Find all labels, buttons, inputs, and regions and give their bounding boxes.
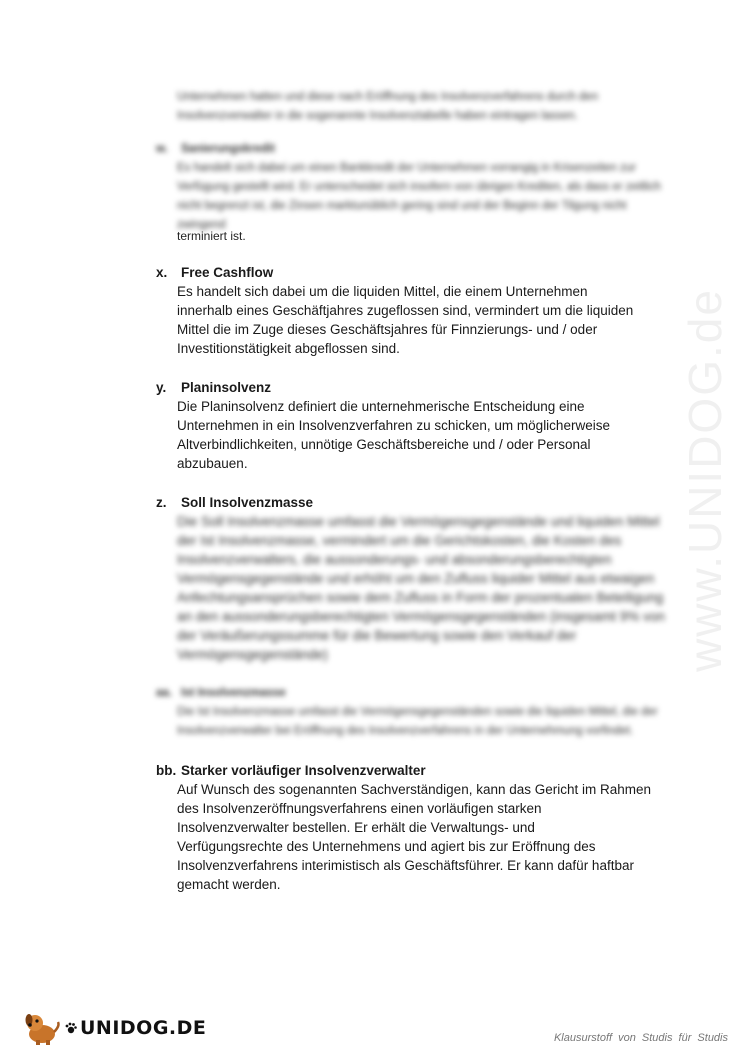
entry-line: Verfügungsrechte des Unternehmens und agiert bis zur Eröffnung des [177,839,596,854]
entry-heading [156,493,676,512]
glossary-entry-bb [156,761,676,894]
entry-title: Planinsolvenz [181,380,272,395]
glossary-entry-aa [156,684,676,741]
entry-body [156,282,676,358]
entry-line: Auf Wunsch des sogenannten Sachverständigen, kann das Gericht im Rahmen [177,782,652,797]
entry-heading [156,378,676,397]
continued-paragraph [156,88,676,126]
glossary-entry-z [156,493,676,664]
entry-title: Starker vorläufiger Insolvenzverwalter [181,763,426,778]
entry-line: Es handelt sich dabei um die liquiden Mittel, die einem Unternehmen [177,284,588,299]
entry-line: Insolvenzverwalter bestellen. Er erhält die Verwaltungs- und [177,820,535,835]
entry-body: Es handelt sich dabei um einen Bankkredit der Unternehmen vorrangig in Krisenzeiten zur Verfügung gestellt wird. Er unterscheidet sich insofern von übrigen Krediten, als dass er zeitlich nicht begrenzt ist, die Zinsen marktunüblich gering sind und der Beginn der Tilgung nicht zwingend [177,162,661,231]
entry-line: Altverbindlichkeiten, unnötige Geschäftsbereiche und / oder Personal [177,437,591,452]
entry-line: Die Planinsolvenz definiert die unternehmerische Entscheidung eine [177,399,585,414]
document-body [156,88,676,914]
entry-heading [156,761,676,780]
glossary-entry-x [156,263,676,358]
entry-body-tail: terminiert ist. [177,229,246,243]
entry-heading [156,140,676,159]
entry-line: Mittel die im Zuge dieses Geschäftsjahres für Finnzierungs- und / oder [177,322,598,337]
unidog-logo [22,1010,206,1046]
continued-text: Unternehmen hatten und diese nach Eröffnung des Insolvenzverfahrens durch den Insolvenzverwalter in die sogenannte Insolvenztabelle haben eintragen lassen. [177,91,599,122]
entry-line: Unternehmen in ein Insolvenzverfahren zu schicken, um möglicherweise [177,418,610,433]
glossary-entry-y [156,378,676,473]
entry-title: Soll Insolvenzmasse [181,495,314,510]
entry-line: abzubauen. [177,456,248,471]
entry-line: innerhalb eines Geschäftjahres zugeflossen sind, vermindert um die liquiden [177,303,634,318]
dog-mascot-icon [22,1010,62,1046]
paw-icon [64,1021,78,1035]
glossary-entry-w [156,140,676,243]
entry-marker: z. [156,495,167,510]
entry-marker: x. [156,265,168,280]
entry-body: Die Soll Insolvenzmasse umfasst die Vermögensgegenstände und liquiden Mittel der Ist Insolvenzmasse, vermindert um die Gerichtskosten, die Kosten des Insolvenzverwalters, die aussonderungs- und absonderungsberechtigten Vermögensgegenstände und erhöht um den Zufluss liquider Mittel aus etwaigen Anfechtungsansprüchen sowie dem Zufluss in Form der prozentualen Beteiligung an den aussonderungsberechtigten Vermögensgegenständen (insgesamt 9% von der Veräußerungssumme für die Bewertung sowie den Verkauf der Vermögensgegenstände) [177,514,665,662]
watermark-text: www.UNIDOG.de [679,288,731,672]
entry-line: des Insolvenzeröffnungsverfahrens einen vorläufigen starken [177,801,542,816]
entry-body [156,397,676,473]
entry-title: Ist Insolvenzmasse [181,687,286,699]
entry-marker: w. [156,143,168,155]
entry-line: Investitionstätigkeit abgeflossen sind. [177,341,400,356]
entry-marker: bb. [156,763,177,778]
entry-heading [156,263,676,282]
entry-title: Free Cashflow [181,265,274,280]
entry-body: Die Ist Insolvenzmasse umfasst die Vermögensgegenständen sowie die liquiden Mittel, die der Insolvenzverwalter bei Eröffnung des Insolvenzverfahrens in der Unternehmung vorfindet. [177,706,658,737]
entry-marker: aa. [156,687,172,699]
entry-marker: y. [156,380,167,395]
logo-text: UNIDOG.DE [80,1017,207,1039]
footer-tagline: Klausurstoff von Studis für Studis [553,1032,728,1044]
entry-body [156,780,676,894]
entry-heading [156,684,676,703]
entry-line: Insolvenzverfahrens interimistisch als Geschäftsführer. Er kann dafür haftbar [177,858,634,873]
entry-title: Sanierungskredit [181,143,275,155]
entry-line: gemacht werden. [177,877,281,892]
